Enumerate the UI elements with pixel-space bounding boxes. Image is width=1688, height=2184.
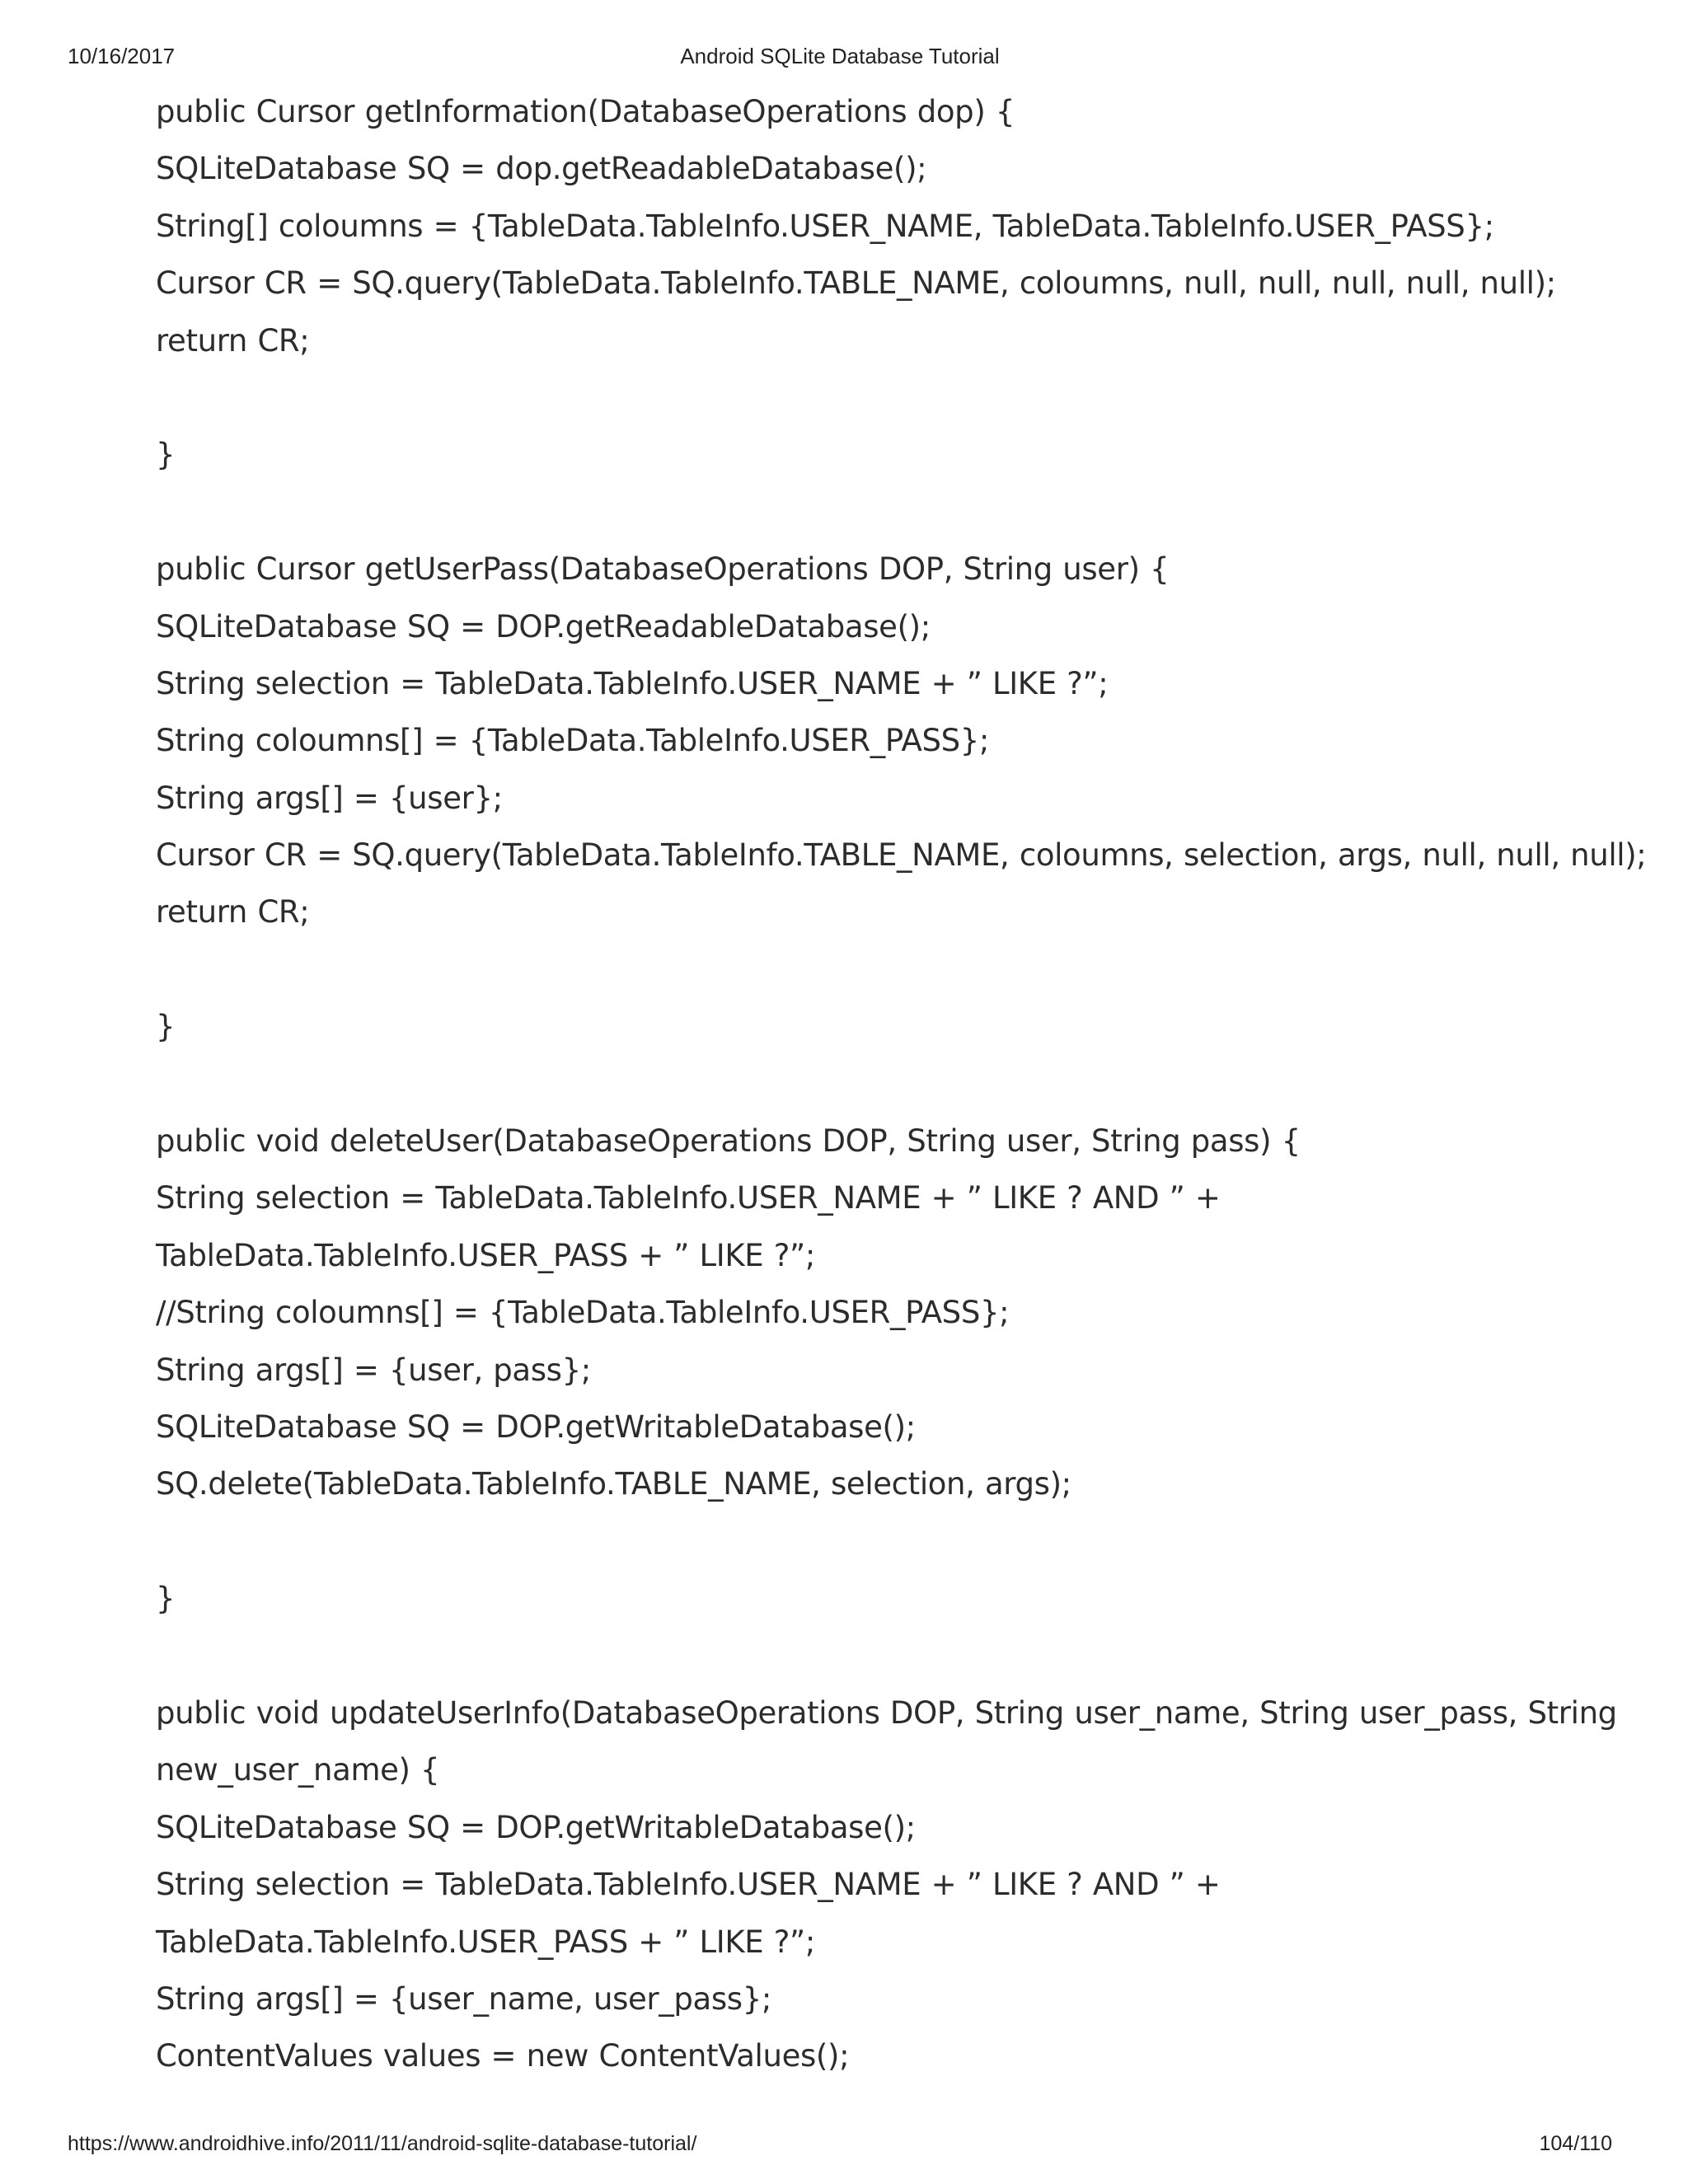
code-line: } xyxy=(156,1581,176,1617)
blank-line xyxy=(156,941,1606,998)
code-line: SQLiteDatabase SQ = dop.getReadableDatabase(); xyxy=(156,151,927,187)
code-line: new_user_name) { xyxy=(156,1752,440,1788)
code-line: public void updateUserInfo(DatabaseOperations DOP, String user_name, String user_pass, String xyxy=(156,1694,1617,1731)
print-footer xyxy=(68,2131,1612,2161)
code-line: SQLiteDatabase SQ = DOP.getWritableDatabase(); xyxy=(156,1408,916,1445)
code-line: } xyxy=(156,437,176,473)
code-line: public void deleteUser(DatabaseOperations DOP, String user, String pass) { xyxy=(156,1123,1301,1160)
code-line: public Cursor getUserPass(DatabaseOperations DOP, String user) { xyxy=(156,551,1170,588)
code-line: String args[] = {user}; xyxy=(156,780,503,816)
code-line: String args[] = {user, pass}; xyxy=(156,1352,591,1388)
source-url: https://www.androidhive.info/2011/11/android-sqlite-database-tutorial/ xyxy=(68,2132,697,2155)
print-date: 10/16/2017 xyxy=(68,44,176,68)
code-line: SQLiteDatabase SQ = DOP.getReadableDatabase(); xyxy=(156,608,931,644)
code-line: String coloumns[] = {TableData.TableInfo.USER_PASS}; xyxy=(156,723,990,759)
blank-line xyxy=(156,1628,1606,1685)
page-title: Android SQLite Database Tutorial xyxy=(680,44,1000,68)
code-line: } xyxy=(156,1009,176,1045)
blank-line xyxy=(156,484,1606,541)
blank-line xyxy=(156,1056,1606,1113)
code-line: TableData.TableInfo.USER_PASS + ” LIKE ?”; xyxy=(156,1924,815,1960)
code-line: //String coloumns[] = {TableData.TableInfo.USER_PASS}; xyxy=(156,1295,1010,1331)
code-line: SQ.delete(TableData.TableInfo.TABLE_NAME, selection, args); xyxy=(156,1466,1071,1502)
print-header xyxy=(68,43,1612,76)
code-line: String selection = TableData.TableInfo.USER_NAME + ” LIKE ? AND ” + xyxy=(156,1180,1221,1216)
code-line: Cursor CR = SQ.query(TableData.TableInfo.TABLE_NAME, coloumns, selection, args, null, null, null); xyxy=(156,837,1647,874)
code-line: return CR; xyxy=(156,322,310,359)
code-line: TableData.TableInfo.USER_PASS + ” LIKE ?”; xyxy=(156,1237,815,1273)
code-listing xyxy=(156,83,1647,2085)
code-line: SQLiteDatabase SQ = DOP.getWritableDatabase(); xyxy=(156,1809,916,1845)
code-line: public Cursor getInformation(DatabaseOperations dop) { xyxy=(156,94,1015,129)
code-line: String args[] = {user_name, user_pass}; xyxy=(156,1980,772,2017)
code-line: String[] coloumns = {TableData.TableInfo.USER_NAME, TableData.TableInfo.USER_PASS}; xyxy=(156,208,1494,244)
blank-line xyxy=(156,369,1606,426)
code-line: String selection = TableData.TableInfo.USER_NAME + ” LIKE ?”; xyxy=(156,665,1109,701)
page-number: 104/110 xyxy=(1539,2132,1612,2155)
code-line: return CR; xyxy=(156,894,310,930)
code-line: ContentValues values = new ContentValues(); xyxy=(156,2038,850,2074)
code-line: String selection = TableData.TableInfo.USER_NAME + ” LIKE ? AND ” + xyxy=(156,1867,1221,1903)
code-line: Cursor CR = SQ.query(TableData.TableInfo.TABLE_NAME, coloumns, null, null, null, null, null); xyxy=(156,265,1556,302)
blank-line xyxy=(156,1513,1606,1570)
